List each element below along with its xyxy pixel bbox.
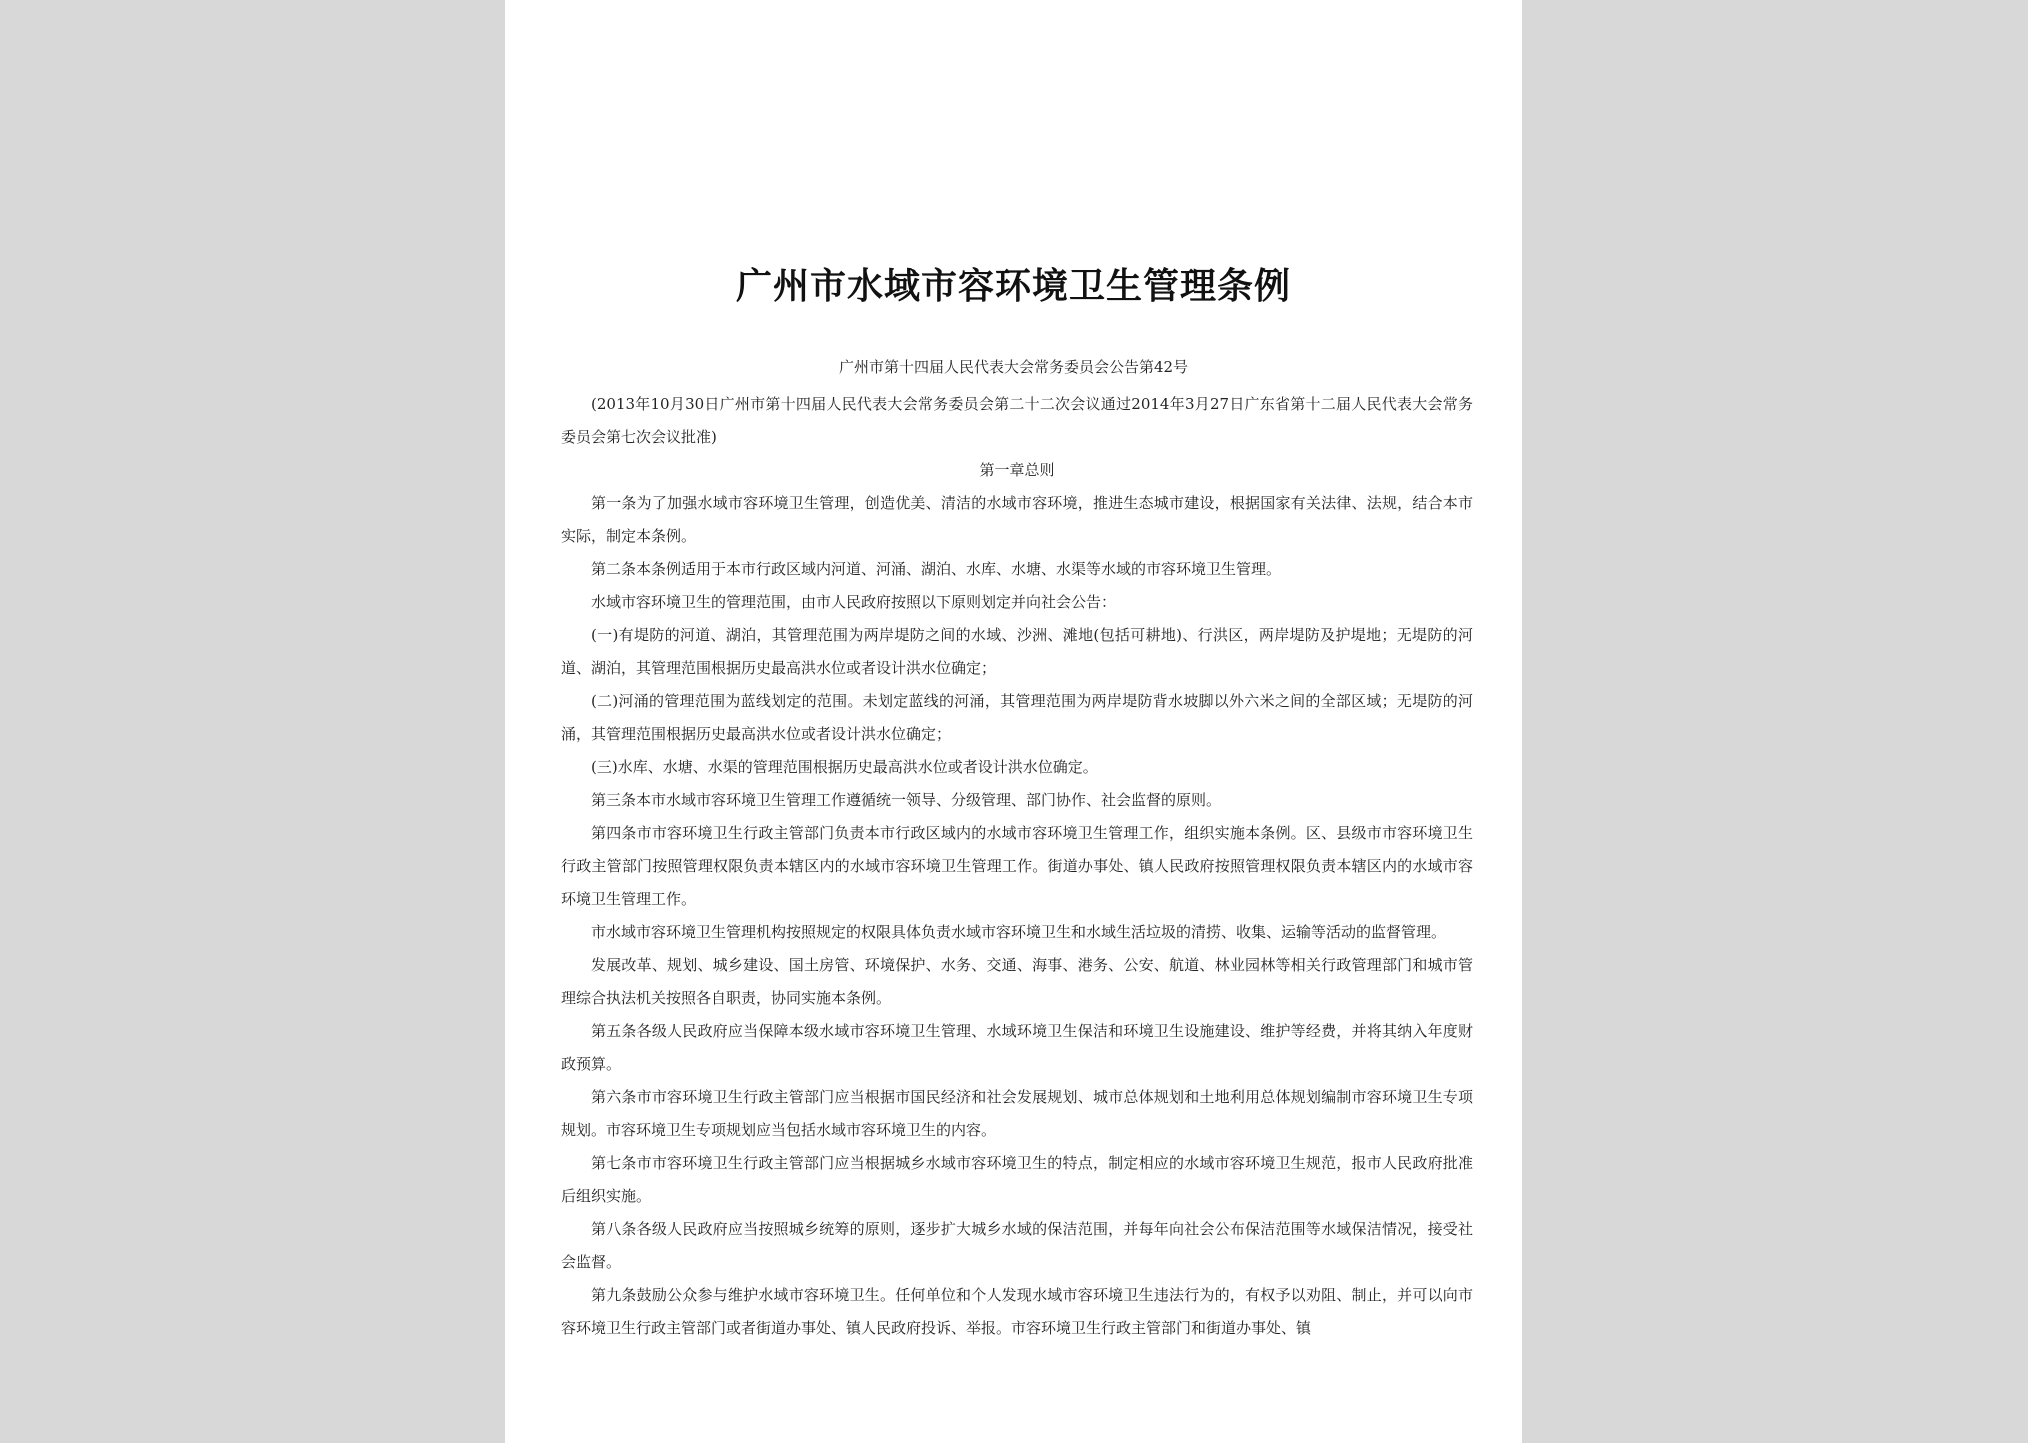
paragraph: 第二条本条例适用于本市行政区域内河道、河涌、湖泊、水库、水塘、水渠等水域的市容环境卫生管理。: [591, 560, 1282, 578]
adoption-note: (2013年10月30日广州市第十四届人民代表大会常务委员会第二十二次会议通过2014年3月27日广东省第十二届人民代表大会常务委员会第七次会议批准): [561, 395, 1473, 446]
announcement-line: 广州市第十四届人民代表大会常务委员会公告第42号: [838, 358, 1189, 376]
paragraph: (一)有堤防的河道、湖泊，其管理范围为两岸堤防之间的水域、沙洲、滩地(包括可耕地)、行洪区，两岸堤防及护堤地；无堤防的河道、湖泊，其管理范围根据历史最高洪水位或者设计洪水位确定；: [561, 626, 1473, 677]
paragraph: 第三条本市水域市容环境卫生管理工作遵循统一领导、分级管理、部门协作、社会监督的原则。: [591, 791, 1222, 809]
paragraph: 第六条市市容环境卫生行政主管部门应当根据市国民经济和社会发展规划、城市总体规划和土地利用总体规划编制市容环境卫生专项规划。市容环境卫生专项规划应当包括水域市容环境卫生的内容。: [561, 1088, 1473, 1139]
paragraph: 第一条为了加强水域市容环境卫生管理，创造优美、清洁的水域市容环境，推进生态城市建设，根据国家有关法律、法规，结合本市实际，制定本条例。: [561, 494, 1473, 545]
paragraph: 第五条各级人民政府应当保障本级水域市容环境卫生管理、水域环境卫生保洁和环境卫生设施建设、维护等经费，并将其纳入年度财政预算。: [561, 1022, 1473, 1073]
paragraph: 第四条市市容环境卫生行政主管部门负责本市行政区域内的水域市容环境卫生管理工作，组织实施本条例。区、县级市市容环境卫生行政主管部门按照管理权限负责本辖区内的水域市容环境卫生管理工作。街道办事处、镇人民政府按照管理权限负责本辖区内的水域市容环境卫生管理工作。: [561, 824, 1473, 908]
paragraph: 第七条市市容环境卫生行政主管部门应当根据城乡水域市容环境卫生的特点，制定相应的水域市容环境卫生规范，报市人民政府批准后组织实施。: [561, 1154, 1473, 1205]
document-page: [505, 0, 1522, 1443]
paragraph: 发展改革、规划、城乡建设、国土房管、环境保护、水务、交通、海事、港务、公安、航道、林业园林等相关行政管理部门和城市管理综合执法机关按照各自职责，协同实施本条例。: [561, 956, 1473, 1007]
paragraph: (二)河涌的管理范围为蓝线划定的范围。未划定蓝线的河涌，其管理范围为两岸堤防背水坡脚以外六米之间的全部区域；无堤防的河涌，其管理范围根据历史最高洪水位或者设计洪水位确定；: [561, 692, 1473, 743]
paragraph: (三)水库、水塘、水渠的管理范围根据历史最高洪水位或者设计洪水位确定。: [591, 758, 1098, 776]
paragraph: 第九条鼓励公众参与维护水域市容环境卫生。任何单位和个人发现水域市容环境卫生违法行为的，有权予以劝阻、制止，并可以向市容环境卫生行政主管部门或者街道办事处、镇人民政府投诉、举报。市容环境卫生行政主管部门和街道办事处、镇: [561, 1286, 1473, 1337]
chapter-heading: 第一章总则: [979, 461, 1055, 479]
paragraph: 水域市容环境卫生的管理范围，由市人民政府按照以下原则划定并向社会公告：: [591, 593, 1117, 611]
document-body: [561, 388, 1473, 1345]
paragraph: 市水域市容环境卫生管理机构按照规定的权限具体负责水域市容环境卫生和水域生活垃圾的清捞、收集、运输等活动的监督管理。: [591, 923, 1447, 941]
paragraph: 第八条各级人民政府应当按照城乡统筹的原则，逐步扩大城乡水域的保洁范围，并每年向社会公布保洁范围等水域保洁情况，接受社会监督。: [561, 1220, 1473, 1271]
document-title: 广州市水域市容环境卫生管理条例: [735, 266, 1291, 307]
